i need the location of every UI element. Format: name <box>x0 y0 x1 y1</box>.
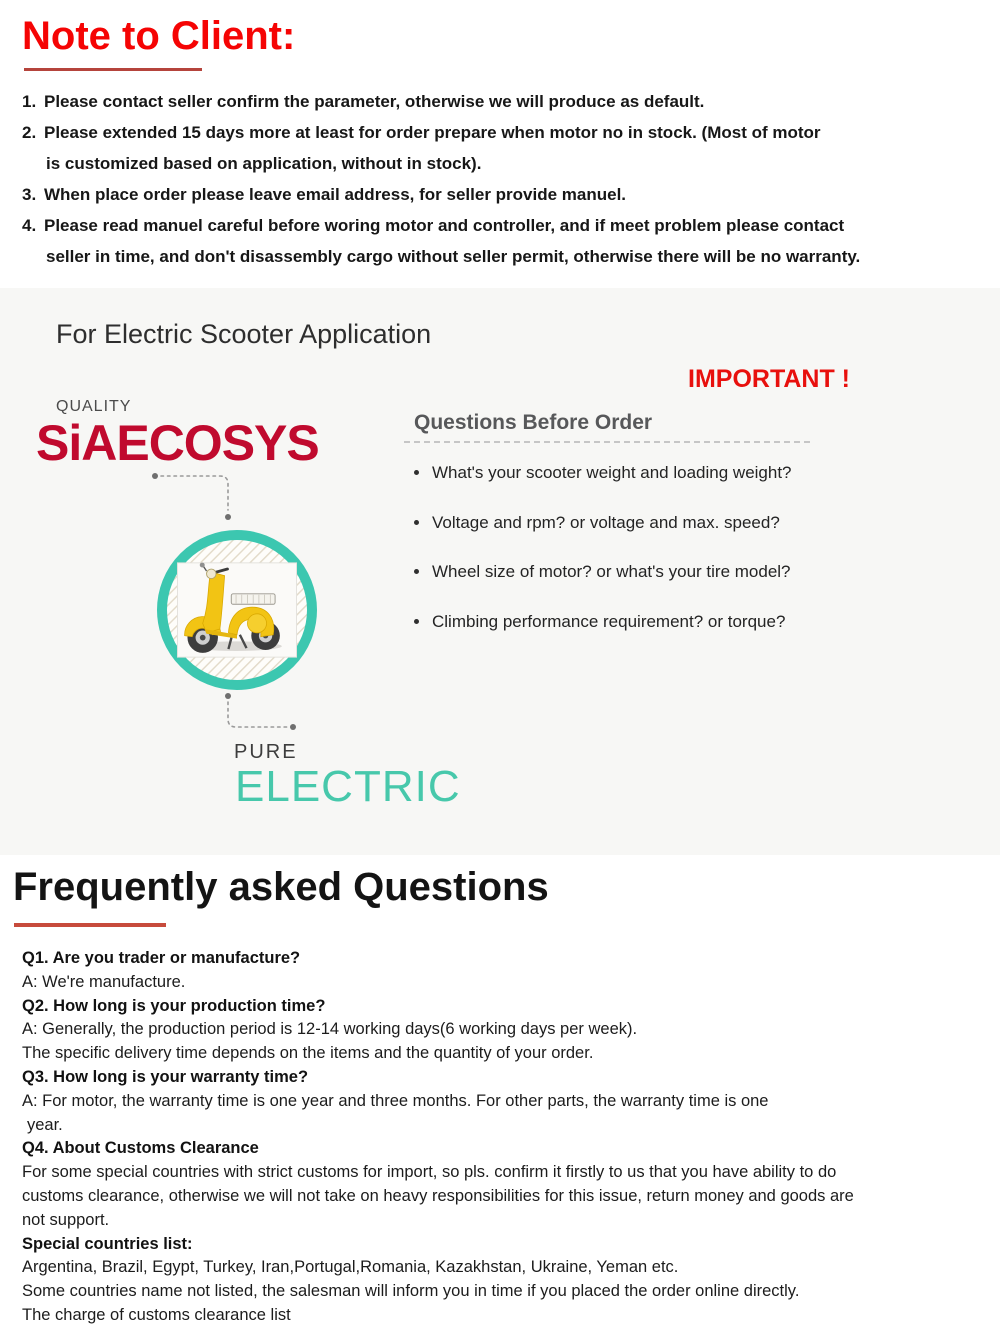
notes-list <box>22 86 860 272</box>
dashed-divider <box>404 441 810 443</box>
note-text: Please extended 15 days more at least for order prepare when motor no in stock. (Most of motor <box>44 123 821 142</box>
faq-answer: year. <box>27 1115 63 1134</box>
note-item-continuation <box>22 241 860 272</box>
faq-answer: A: We're manufacture. <box>22 972 186 991</box>
question-item <box>414 462 792 483</box>
bullet-icon <box>414 470 419 475</box>
scooter-circle-graphic <box>140 470 340 740</box>
banner-heading: For Electric Scooter Application <box>56 319 432 349</box>
brand-quality-label: QUALITY <box>56 398 132 415</box>
note-title-underline <box>24 68 202 71</box>
brand-name-label: SiAECOSYS <box>36 415 319 471</box>
faq-title-underline <box>14 923 166 927</box>
question-text: What's your scooter weight and loading weight? <box>432 463 792 482</box>
note-number: 3. <box>22 185 37 204</box>
connector-dot-icon <box>225 514 231 520</box>
note-item-continuation <box>22 148 860 179</box>
faq-answer: For some special countries with strict customs for import, so pls. confirm it firstly to us that you have ability to do <box>22 1163 837 1182</box>
question-item <box>414 611 785 632</box>
note-item <box>22 210 860 241</box>
faq-answer: not support. <box>22 1210 110 1229</box>
faq-answer: The specific delivery time depends on the items and the quantity of your order. <box>22 1044 594 1063</box>
note-item <box>22 179 860 210</box>
note-item <box>22 117 860 148</box>
faq-question: Q4. About Customs Clearance <box>22 1139 259 1158</box>
faq-title: Frequently asked Questions <box>13 865 549 909</box>
question-item <box>414 512 780 533</box>
note-text: Please contact seller confirm the parameter, otherwise we will produce as default. <box>44 92 705 111</box>
note-number: 2. <box>22 123 37 142</box>
brand-pure-label: PURE <box>234 741 298 763</box>
bullet-icon <box>414 520 419 525</box>
dotted-line <box>228 702 287 727</box>
question-item <box>414 561 791 582</box>
bullet-icon <box>414 569 419 574</box>
faq-answer: Some countries name not listed, the salesman will inform you in time if you placed the order online directly. <box>22 1282 800 1301</box>
connector-dot-icon <box>290 724 296 730</box>
connector-dot-icon <box>152 473 158 479</box>
questions-before-order-title: Questions Before Order <box>414 411 653 434</box>
scooter-illustration <box>177 563 296 658</box>
faq-question: Q2. How long is your production time? <box>22 996 326 1015</box>
faq-question: Special countries list: <box>22 1234 193 1253</box>
connector-dot-icon <box>225 693 231 699</box>
faq-lines <box>22 947 854 1328</box>
faq-answer: The charge of customs clearance list <box>22 1305 291 1324</box>
note-item <box>22 86 860 117</box>
scooter-application-banner <box>0 288 1000 855</box>
faq-answer: A: For motor, the warranty time is one year and three months. For other parts, the warranty time is one <box>22 1091 769 1110</box>
faq-question: Q1. Are you trader or manufacture? <box>22 949 301 967</box>
faq-answer: customs clearance, otherwise we will not take on heavy responsibilities for this issue, return money and goods are <box>22 1186 854 1205</box>
note-number: 1. <box>22 92 37 111</box>
faq-answer: A: Generally, the production period is 12-14 working days(6 working days per week). <box>22 1020 638 1039</box>
note-to-client-title: Note to Client: <box>22 14 296 58</box>
note-text: Please read manuel careful before woring motor and controller, and if meet problem please contact <box>44 216 845 235</box>
question-text: Climbing performance requirement? or torque? <box>432 612 786 631</box>
faq-answer: Argentina, Brazil, Egypt, Turkey, Iran,Portugal,Romania, Kazakhstan, Ukraine, Yeman etc. <box>22 1258 679 1277</box>
question-text: Wheel size of motor? or what's your tire model? <box>432 562 791 581</box>
note-text: When place order please leave email address, for seller provide manuel. <box>44 185 627 204</box>
faq-section <box>0 855 1000 1324</box>
faq-question: Q3. How long is your warranty time? <box>22 1067 309 1086</box>
bullet-icon <box>414 619 419 624</box>
question-text: Voltage and rpm? or voltage and max. speed? <box>432 513 780 532</box>
note-text: seller in time, and don't disassembly cargo without seller permit, otherwise there will be no warranty. <box>46 247 861 266</box>
important-label: IMPORTANT ! <box>688 365 851 393</box>
dotted-line <box>161 476 228 510</box>
note-text: is customized based on application, without in stock). <box>46 154 482 173</box>
note-number: 4. <box>22 216 37 235</box>
brand-electric-label: ELECTRIC <box>235 762 461 811</box>
